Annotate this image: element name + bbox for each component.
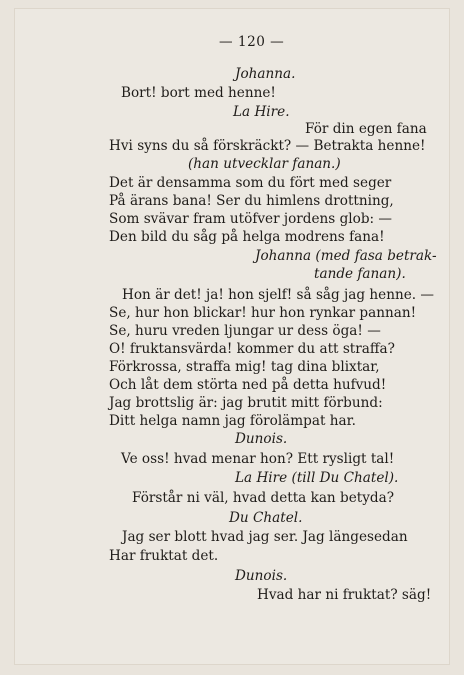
verse-line: Och låt dem störta ned på detta hufvud! bbox=[109, 377, 387, 393]
speaker-johanna: Johanna. bbox=[235, 66, 296, 82]
verse-line: Som svävar fram utöfver jordens glob: — bbox=[109, 211, 393, 227]
speaker-la-hire-direction: La Hire (till Du Chatel). bbox=[235, 470, 399, 486]
verse-line: O! fruktansvärda! kommer du att straffa? bbox=[109, 341, 395, 357]
stage-direction-continued: tande fanan). bbox=[314, 266, 406, 282]
verse-line: På ärans bana! Ser du himlens drottning, bbox=[109, 193, 394, 209]
stage-direction: (han utvecklar fanan.) bbox=[188, 156, 341, 172]
verse-line: Ve oss! hvad menar hon? Ett rysligt tal! bbox=[121, 451, 395, 467]
page-number: — 120 — bbox=[219, 34, 285, 50]
speaker-dunois: Dunois. bbox=[235, 568, 288, 584]
speaker-du-chatel: Du Chatel. bbox=[229, 510, 303, 526]
verse-line: Jag ser blott hvad jag ser. Jag längesedan bbox=[122, 529, 408, 545]
verse-line: Hvi syns du så förskräckt? — Betrakta henne! bbox=[109, 138, 426, 154]
verse-line: Hon är det! ja! hon sjelf! så såg jag henne. — bbox=[122, 287, 434, 303]
verse-line: Ditt helga namn jag förolämpat har. bbox=[109, 413, 356, 429]
verse-line: Hvad har ni fruktat? säg! bbox=[257, 587, 432, 603]
verse-line: Har fruktat det. bbox=[109, 548, 219, 564]
verse-line: Den bild du såg på helga modrens fana! bbox=[109, 229, 385, 245]
verse-line: För din egen fana bbox=[305, 121, 427, 137]
verse-line: Jag brottslig är: jag brutit mitt förbund: bbox=[109, 395, 383, 411]
book-page bbox=[14, 8, 450, 665]
verse-line: Se, huru vreden ljungar ur dess öga! — bbox=[109, 323, 381, 339]
verse-line: Det är densamma som du fört med seger bbox=[109, 175, 392, 191]
speaker-la-hire: La Hire. bbox=[233, 104, 290, 120]
speaker-johanna-direction: Johanna (med fasa betrak- bbox=[255, 248, 437, 264]
verse-line: Bort! bort med henne! bbox=[121, 85, 276, 101]
speaker-dunois: Dunois. bbox=[235, 431, 288, 447]
verse-line: Förstår ni väl, hvad detta kan betyda? bbox=[132, 490, 394, 506]
verse-line: Förkrossa, straffa mig! tag dina blixtar, bbox=[109, 359, 380, 375]
verse-line: Se, hur hon blickar! hur hon rynkar pannan! bbox=[109, 305, 417, 321]
